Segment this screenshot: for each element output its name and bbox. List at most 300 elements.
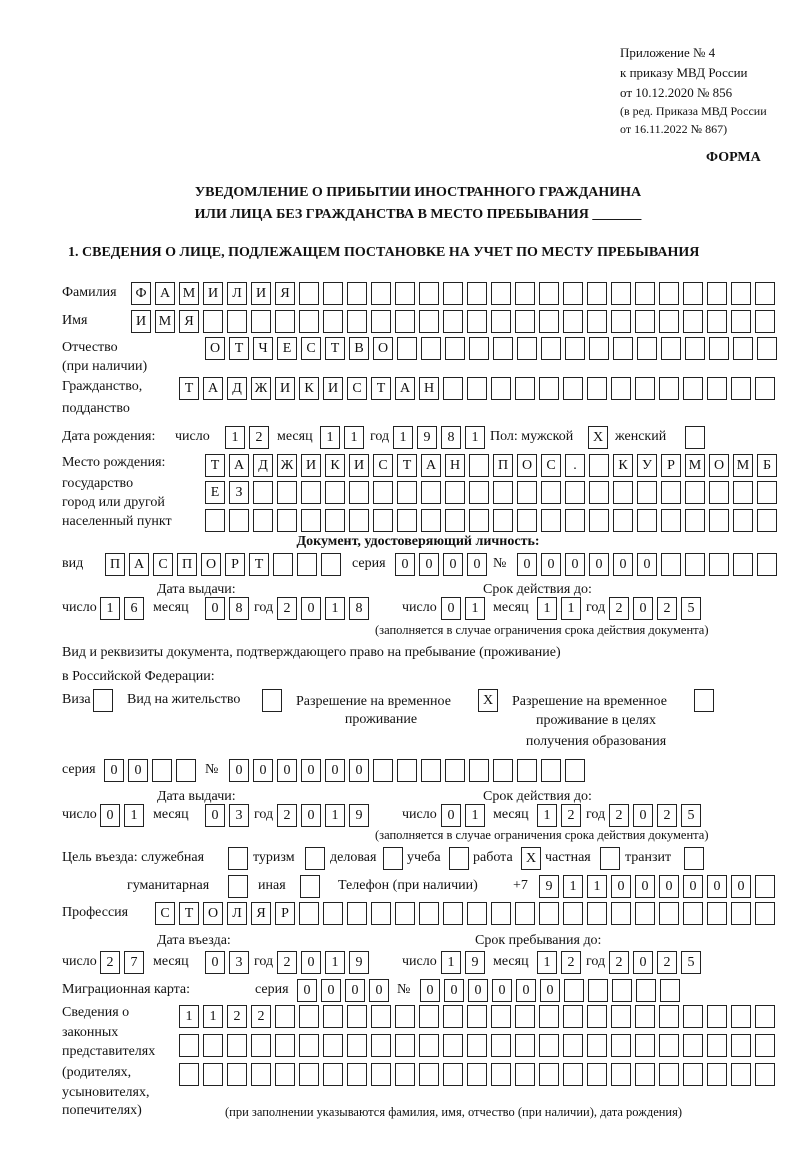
profession-cell[interactable]: [635, 902, 655, 925]
right-number-cell[interactable]: 0: [349, 759, 369, 782]
purpose-humanitarian-checkbox[interactable]: [228, 875, 248, 898]
birth-place-cell[interactable]: Т: [397, 454, 417, 477]
right-series-cell[interactable]: 0: [128, 759, 148, 782]
birth-place-cell[interactable]: Б: [757, 454, 777, 477]
patronymic-cell[interactable]: [565, 337, 585, 360]
day-cell[interactable]: 1: [465, 597, 485, 620]
mc-number-cell[interactable]: [564, 979, 584, 1002]
reps-cell[interactable]: [731, 1063, 751, 1086]
surname-cell[interactable]: [515, 282, 535, 305]
purpose-business-checkbox[interactable]: [383, 847, 403, 870]
reps-cell[interactable]: [443, 1063, 463, 1086]
phone-cell[interactable]: 1: [587, 875, 607, 898]
birth-place-cell[interactable]: М: [733, 454, 753, 477]
patronymic-cell[interactable]: [637, 337, 657, 360]
profession-cell[interactable]: [467, 902, 487, 925]
birth-place-cell[interactable]: К: [613, 454, 633, 477]
day-cell[interactable]: 7: [124, 951, 144, 974]
reps-cell[interactable]: [515, 1005, 535, 1028]
birth-year-cell[interactable]: 8: [441, 426, 461, 449]
year-cell[interactable]: 5: [681, 804, 701, 827]
birth-place-cell[interactable]: [493, 509, 513, 532]
birth-place-cell[interactable]: [397, 481, 417, 504]
name-cell[interactable]: [371, 310, 391, 333]
patronymic-cell[interactable]: В: [349, 337, 369, 360]
month-cell[interactable]: 1: [561, 597, 581, 620]
birth-place-cell[interactable]: [517, 481, 537, 504]
year-cell[interactable]: 0: [301, 597, 321, 620]
reps-cell[interactable]: [299, 1063, 319, 1086]
reps-cell[interactable]: [347, 1005, 367, 1028]
year-cell[interactable]: 8: [349, 597, 369, 620]
reps-cell[interactable]: [371, 1063, 391, 1086]
day-cell[interactable]: 0: [441, 804, 461, 827]
doc-number-cell[interactable]: 0: [517, 553, 537, 576]
birth-place-cell[interactable]: [229, 509, 249, 532]
month-cell[interactable]: 1: [537, 951, 557, 974]
birth-place-cell[interactable]: Д: [253, 454, 273, 477]
phone-cell[interactable]: [755, 875, 775, 898]
profession-cell[interactable]: [563, 902, 583, 925]
birth-day-cell[interactable]: 2: [249, 426, 269, 449]
surname-cell[interactable]: [419, 282, 439, 305]
reps-cell[interactable]: 2: [251, 1005, 271, 1028]
profession-cell[interactable]: [611, 902, 631, 925]
doc-kind-cell[interactable]: [297, 553, 317, 576]
birth-place-cell[interactable]: Е: [205, 481, 225, 504]
birth-year-cell[interactable]: 9: [417, 426, 437, 449]
citizenship-cell[interactable]: [587, 377, 607, 400]
reps-cell[interactable]: [491, 1034, 511, 1057]
birth-place-cell[interactable]: У: [637, 454, 657, 477]
birth-place-cell[interactable]: [733, 509, 753, 532]
patronymic-cell[interactable]: Т: [229, 337, 249, 360]
profession-cell[interactable]: [299, 902, 319, 925]
reps-cell[interactable]: [203, 1034, 223, 1057]
right-number-cell[interactable]: 0: [229, 759, 249, 782]
name-cell[interactable]: [323, 310, 343, 333]
doc-number-cell[interactable]: 0: [541, 553, 561, 576]
surname-cell[interactable]: [539, 282, 559, 305]
citizenship-cell[interactable]: [515, 377, 535, 400]
patronymic-cell[interactable]: [493, 337, 513, 360]
doc-kind-cell[interactable]: А: [129, 553, 149, 576]
right-number-cell[interactable]: [565, 759, 585, 782]
surname-cell[interactable]: [731, 282, 751, 305]
reps-cell[interactable]: [179, 1063, 199, 1086]
profession-cell[interactable]: [491, 902, 511, 925]
birth-place-cell[interactable]: [373, 509, 393, 532]
sex-male-checkbox[interactable]: X: [588, 426, 608, 449]
profession-cell[interactable]: Я: [251, 902, 271, 925]
day-cell[interactable]: 0: [441, 597, 461, 620]
birth-place-cell[interactable]: А: [229, 454, 249, 477]
doc-number-cell[interactable]: [733, 553, 753, 576]
surname-cell[interactable]: М: [179, 282, 199, 305]
mc-series-cell[interactable]: 0: [321, 979, 341, 1002]
name-cell[interactable]: [755, 310, 775, 333]
doc-kind-cell[interactable]: Т: [249, 553, 269, 576]
day-cell[interactable]: 1: [441, 951, 461, 974]
day-cell[interactable]: 9: [465, 951, 485, 974]
birth-place-cell[interactable]: [709, 481, 729, 504]
surname-cell[interactable]: [395, 282, 415, 305]
birth-place-cell[interactable]: О: [517, 454, 537, 477]
reps-cell[interactable]: [419, 1063, 439, 1086]
birth-year-cell[interactable]: 1: [465, 426, 485, 449]
reps-cell[interactable]: [635, 1063, 655, 1086]
reps-cell[interactable]: [515, 1063, 535, 1086]
profession-cell[interactable]: [539, 902, 559, 925]
year-cell[interactable]: 0: [301, 804, 321, 827]
surname-cell[interactable]: [467, 282, 487, 305]
surname-cell[interactable]: И: [251, 282, 271, 305]
birth-place-cell[interactable]: Т: [205, 454, 225, 477]
birth-place-cell[interactable]: [637, 481, 657, 504]
citizenship-cell[interactable]: А: [395, 377, 415, 400]
citizenship-cell[interactable]: [611, 377, 631, 400]
visa-checkbox[interactable]: [93, 689, 113, 712]
doc-number-cell[interactable]: 0: [589, 553, 609, 576]
reps-cell[interactable]: [539, 1005, 559, 1028]
phone-cell[interactable]: 1: [563, 875, 583, 898]
reps-cell[interactable]: [755, 1005, 775, 1028]
reps-cell[interactable]: [563, 1005, 583, 1028]
day-cell[interactable]: 1: [124, 804, 144, 827]
birth-place-cell[interactable]: [613, 481, 633, 504]
surname-cell[interactable]: [611, 282, 631, 305]
sex-female-checkbox[interactable]: [685, 426, 705, 449]
reps-cell[interactable]: [659, 1034, 679, 1057]
birth-place-cell[interactable]: [517, 509, 537, 532]
birth-place-cell[interactable]: [253, 509, 273, 532]
profession-cell[interactable]: [755, 902, 775, 925]
birth-place-cell[interactable]: [397, 509, 417, 532]
phone-cell[interactable]: 0: [731, 875, 751, 898]
purpose-work-checkbox[interactable]: X: [521, 847, 541, 870]
day-cell[interactable]: 2: [100, 951, 120, 974]
doc-kind-cell[interactable]: С: [153, 553, 173, 576]
reps-cell[interactable]: [371, 1034, 391, 1057]
year-cell[interactable]: 9: [349, 951, 369, 974]
birth-place-cell[interactable]: [493, 481, 513, 504]
year-cell[interactable]: 1: [325, 597, 345, 620]
right-number-cell[interactable]: [397, 759, 417, 782]
year-cell[interactable]: 2: [277, 597, 297, 620]
birth-day-cell[interactable]: 1: [225, 426, 245, 449]
birth-place-cell[interactable]: [277, 509, 297, 532]
reps-cell[interactable]: [299, 1005, 319, 1028]
birth-place-cell[interactable]: [541, 481, 561, 504]
reps-cell[interactable]: [563, 1063, 583, 1086]
name-cell[interactable]: [395, 310, 415, 333]
birth-place-cell[interactable]: М: [685, 454, 705, 477]
purpose-transit-checkbox[interactable]: [684, 847, 704, 870]
month-cell[interactable]: 3: [229, 951, 249, 974]
reps-cell[interactable]: [251, 1063, 271, 1086]
citizenship-cell[interactable]: [491, 377, 511, 400]
right-number-cell[interactable]: [493, 759, 513, 782]
name-cell[interactable]: [659, 310, 679, 333]
name-cell[interactable]: [227, 310, 247, 333]
birth-place-cell[interactable]: П: [493, 454, 513, 477]
year-cell[interactable]: 1: [325, 951, 345, 974]
reps-cell[interactable]: [731, 1034, 751, 1057]
reps-cell[interactable]: [323, 1063, 343, 1086]
name-cell[interactable]: [491, 310, 511, 333]
year-cell[interactable]: 0: [301, 951, 321, 974]
reps-cell[interactable]: [755, 1063, 775, 1086]
citizenship-cell[interactable]: Т: [179, 377, 199, 400]
birth-month-cell[interactable]: 1: [344, 426, 364, 449]
doc-kind-cell[interactable]: П: [177, 553, 197, 576]
name-cell[interactable]: М: [155, 310, 175, 333]
month-cell[interactable]: 3: [229, 804, 249, 827]
right-number-cell[interactable]: [421, 759, 441, 782]
birth-place-cell[interactable]: [637, 509, 657, 532]
name-cell[interactable]: И: [131, 310, 151, 333]
birth-place-cell[interactable]: И: [301, 454, 321, 477]
phone-cell[interactable]: 0: [683, 875, 703, 898]
day-cell[interactable]: 0: [100, 804, 120, 827]
mc-series-cell[interactable]: 0: [369, 979, 389, 1002]
birth-place-cell[interactable]: [589, 481, 609, 504]
reps-cell[interactable]: [491, 1063, 511, 1086]
mc-number-cell[interactable]: [660, 979, 680, 1002]
birth-place-cell[interactable]: [301, 509, 321, 532]
birth-place-cell[interactable]: [541, 509, 561, 532]
birth-place-cell[interactable]: К: [325, 454, 345, 477]
name-cell[interactable]: [563, 310, 583, 333]
surname-cell[interactable]: [755, 282, 775, 305]
doc-series-cell[interactable]: 0: [443, 553, 463, 576]
citizenship-cell[interactable]: И: [323, 377, 343, 400]
patronymic-cell[interactable]: [469, 337, 489, 360]
residence-checkbox[interactable]: [262, 689, 282, 712]
birth-year-cell[interactable]: 1: [393, 426, 413, 449]
patronymic-cell[interactable]: [661, 337, 681, 360]
reps-cell[interactable]: [707, 1063, 727, 1086]
patronymic-cell[interactable]: [589, 337, 609, 360]
birth-place-cell[interactable]: С: [373, 454, 393, 477]
year-cell[interactable]: 5: [681, 597, 701, 620]
birth-place-cell[interactable]: [661, 509, 681, 532]
reps-cell[interactable]: [731, 1005, 751, 1028]
birth-place-cell[interactable]: [661, 481, 681, 504]
surname-cell[interactable]: Я: [275, 282, 295, 305]
month-cell[interactable]: 8: [229, 597, 249, 620]
birth-place-cell[interactable]: [565, 509, 585, 532]
surname-cell[interactable]: А: [155, 282, 175, 305]
day-cell[interactable]: 1: [100, 597, 120, 620]
year-cell[interactable]: 2: [609, 951, 629, 974]
patronymic-cell[interactable]: [421, 337, 441, 360]
reps-cell[interactable]: [323, 1034, 343, 1057]
birth-place-cell[interactable]: [469, 509, 489, 532]
patronymic-cell[interactable]: О: [373, 337, 393, 360]
reps-cell[interactable]: [299, 1034, 319, 1057]
citizenship-cell[interactable]: [731, 377, 751, 400]
purpose-private-checkbox[interactable]: [600, 847, 620, 870]
month-cell[interactable]: 0: [205, 597, 225, 620]
surname-cell[interactable]: [635, 282, 655, 305]
reps-cell[interactable]: [683, 1005, 703, 1028]
surname-cell[interactable]: [323, 282, 343, 305]
birth-place-cell[interactable]: [421, 481, 441, 504]
doc-kind-cell[interactable]: [273, 553, 293, 576]
reps-cell[interactable]: [251, 1034, 271, 1057]
surname-cell[interactable]: [299, 282, 319, 305]
year-cell[interactable]: 0: [633, 804, 653, 827]
month-cell[interactable]: 0: [205, 804, 225, 827]
reps-cell[interactable]: [491, 1005, 511, 1028]
birth-place-cell[interactable]: Р: [661, 454, 681, 477]
patronymic-cell[interactable]: Е: [277, 337, 297, 360]
patronymic-cell[interactable]: [613, 337, 633, 360]
mc-number-cell[interactable]: 0: [444, 979, 464, 1002]
birth-place-cell[interactable]: [445, 481, 465, 504]
right-number-cell[interactable]: 0: [253, 759, 273, 782]
reps-cell[interactable]: [707, 1034, 727, 1057]
birth-place-cell[interactable]: [253, 481, 273, 504]
reps-cell[interactable]: [587, 1063, 607, 1086]
doc-kind-cell[interactable]: [321, 553, 341, 576]
reps-cell[interactable]: 1: [179, 1005, 199, 1028]
surname-cell[interactable]: И: [203, 282, 223, 305]
name-cell[interactable]: [443, 310, 463, 333]
profession-cell[interactable]: [395, 902, 415, 925]
surname-cell[interactable]: [563, 282, 583, 305]
year-cell[interactable]: 1: [325, 804, 345, 827]
name-cell[interactable]: [275, 310, 295, 333]
birth-place-cell[interactable]: [373, 481, 393, 504]
phone-cell[interactable]: 9: [539, 875, 559, 898]
citizenship-cell[interactable]: К: [299, 377, 319, 400]
year-cell[interactable]: 2: [657, 804, 677, 827]
birth-place-cell[interactable]: С: [541, 454, 561, 477]
month-cell[interactable]: 2: [561, 804, 581, 827]
year-cell[interactable]: 2: [657, 597, 677, 620]
doc-number-cell[interactable]: 0: [565, 553, 585, 576]
reps-cell[interactable]: [563, 1034, 583, 1057]
patronymic-cell[interactable]: [517, 337, 537, 360]
doc-number-cell[interactable]: [685, 553, 705, 576]
right-series-cell[interactable]: [152, 759, 172, 782]
right-series-cell[interactable]: [176, 759, 196, 782]
citizenship-cell[interactable]: [755, 377, 775, 400]
right-number-cell[interactable]: [445, 759, 465, 782]
birth-place-cell[interactable]: [277, 481, 297, 504]
doc-number-cell[interactable]: [661, 553, 681, 576]
doc-number-cell[interactable]: [757, 553, 777, 576]
birth-place-cell[interactable]: Н: [445, 454, 465, 477]
reps-cell[interactable]: [395, 1063, 415, 1086]
right-number-cell[interactable]: [517, 759, 537, 782]
profession-cell[interactable]: Л: [227, 902, 247, 925]
profession-cell[interactable]: [731, 902, 751, 925]
patronymic-cell[interactable]: [541, 337, 561, 360]
edu-permit-checkbox[interactable]: [694, 689, 714, 712]
profession-cell[interactable]: Р: [275, 902, 295, 925]
birth-place-cell[interactable]: И: [349, 454, 369, 477]
name-cell[interactable]: [203, 310, 223, 333]
reps-cell[interactable]: [755, 1034, 775, 1057]
patronymic-cell[interactable]: [397, 337, 417, 360]
month-cell[interactable]: 2: [561, 951, 581, 974]
birth-place-cell[interactable]: [733, 481, 753, 504]
citizenship-cell[interactable]: [707, 377, 727, 400]
patronymic-cell[interactable]: [757, 337, 777, 360]
doc-kind-cell[interactable]: Р: [225, 553, 245, 576]
profession-cell[interactable]: [443, 902, 463, 925]
patronymic-cell[interactable]: С: [301, 337, 321, 360]
day-cell[interactable]: 1: [465, 804, 485, 827]
surname-cell[interactable]: [587, 282, 607, 305]
reps-cell[interactable]: [515, 1034, 535, 1057]
citizenship-cell[interactable]: Ж: [251, 377, 271, 400]
year-cell[interactable]: 2: [277, 804, 297, 827]
reps-cell[interactable]: 2: [227, 1005, 247, 1028]
right-number-cell[interactable]: 0: [277, 759, 297, 782]
doc-number-cell[interactable]: 0: [613, 553, 633, 576]
patronymic-cell[interactable]: [685, 337, 705, 360]
year-cell[interactable]: 0: [633, 951, 653, 974]
profession-cell[interactable]: [683, 902, 703, 925]
citizenship-cell[interactable]: [683, 377, 703, 400]
reps-cell[interactable]: [443, 1005, 463, 1028]
name-cell[interactable]: [515, 310, 535, 333]
citizenship-cell[interactable]: Т: [371, 377, 391, 400]
reps-cell[interactable]: [347, 1034, 367, 1057]
name-cell[interactable]: [419, 310, 439, 333]
birth-place-cell[interactable]: [709, 509, 729, 532]
name-cell[interactable]: [707, 310, 727, 333]
reps-cell[interactable]: [395, 1005, 415, 1028]
reps-cell[interactable]: 1: [203, 1005, 223, 1028]
profession-cell[interactable]: [515, 902, 535, 925]
birth-place-cell[interactable]: [469, 481, 489, 504]
doc-series-cell[interactable]: 0: [467, 553, 487, 576]
citizenship-cell[interactable]: [635, 377, 655, 400]
phone-cell[interactable]: 0: [659, 875, 679, 898]
citizenship-cell[interactable]: [563, 377, 583, 400]
profession-cell[interactable]: [323, 902, 343, 925]
reps-cell[interactable]: [635, 1034, 655, 1057]
birth-place-cell[interactable]: [445, 509, 465, 532]
profession-cell[interactable]: [419, 902, 439, 925]
profession-cell[interactable]: Т: [179, 902, 199, 925]
birth-place-cell[interactable]: [613, 509, 633, 532]
birth-place-cell[interactable]: [301, 481, 321, 504]
year-cell[interactable]: 2: [609, 597, 629, 620]
reps-cell[interactable]: [635, 1005, 655, 1028]
patronymic-cell[interactable]: Т: [325, 337, 345, 360]
mc-number-cell[interactable]: 0: [420, 979, 440, 1002]
citizenship-cell[interactable]: Д: [227, 377, 247, 400]
birth-place-cell[interactable]: [757, 509, 777, 532]
citizenship-cell[interactable]: С: [347, 377, 367, 400]
reps-cell[interactable]: [179, 1034, 199, 1057]
purpose-official-checkbox[interactable]: [228, 847, 248, 870]
patronymic-cell[interactable]: [733, 337, 753, 360]
year-cell[interactable]: 5: [681, 951, 701, 974]
citizenship-cell[interactable]: [443, 377, 463, 400]
birth-place-cell[interactable]: Ж: [277, 454, 297, 477]
reps-cell[interactable]: [371, 1005, 391, 1028]
surname-cell[interactable]: [707, 282, 727, 305]
birth-month-cell[interactable]: 1: [320, 426, 340, 449]
name-cell[interactable]: [251, 310, 271, 333]
